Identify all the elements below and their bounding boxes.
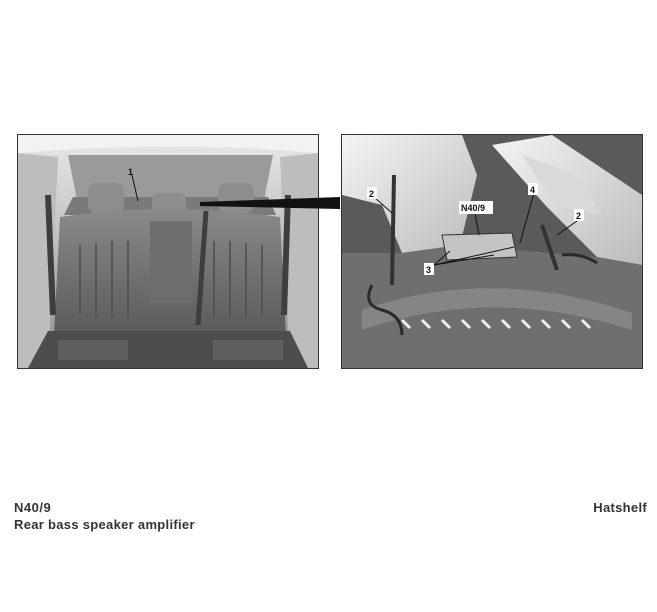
callout-label-2-right: 2 (576, 211, 582, 221)
callout-label-1: 1 (128, 167, 134, 177)
amplifier-detail-illustration (342, 135, 642, 368)
callout-label-2-left: 2 (369, 189, 375, 199)
component-code: N40/9 (14, 500, 52, 515)
component-location: Hatshelf (593, 500, 647, 515)
component-description: Rear bass speaker amplifier (14, 517, 195, 532)
callout-label-3: 3 (426, 265, 432, 275)
amplifier-detail-photo (341, 134, 643, 369)
component-code-label: N40/9 (461, 203, 486, 213)
callout-label-4: 4 (530, 185, 536, 195)
